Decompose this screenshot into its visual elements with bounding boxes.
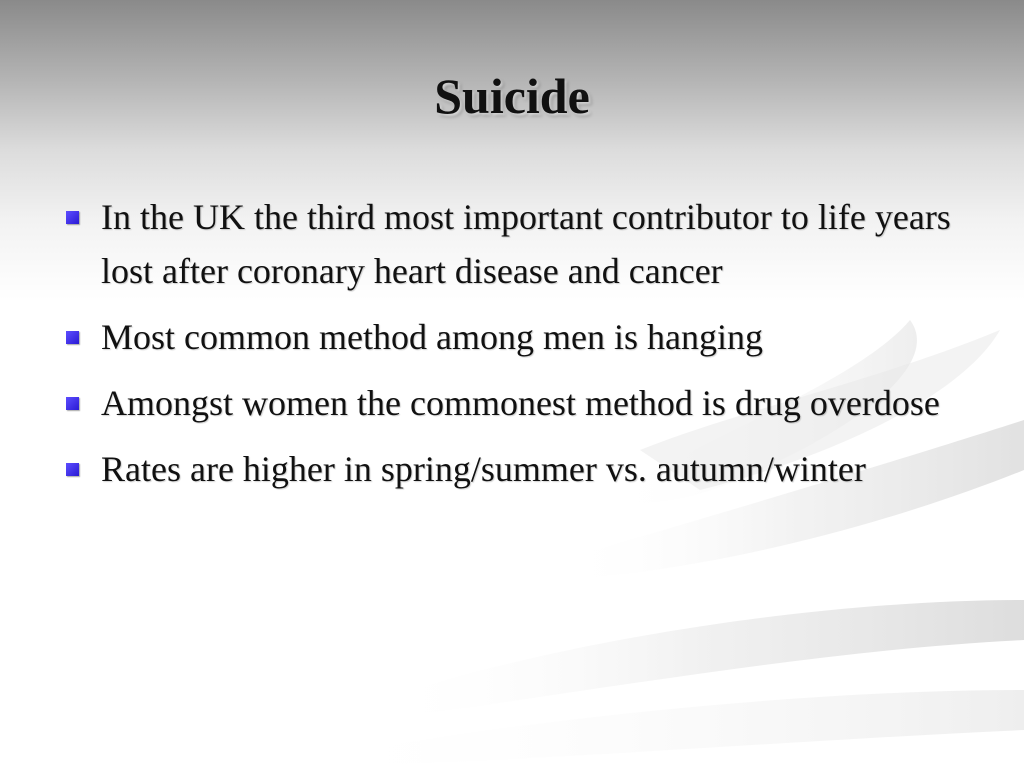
bullet-text: In the UK the third most important contributor to life years lost after coronary heart disease and cancer (101, 197, 951, 291)
square-bullet-icon (66, 331, 79, 344)
slide-title: Suicide (434, 68, 590, 124)
bullet-item (64, 376, 964, 430)
bullet-text: Amongst women the commonest method is drug overdose (101, 383, 940, 423)
bullet-item (64, 190, 964, 298)
bullet-text: Most common method among men is hanging (101, 317, 763, 357)
bullet-item (64, 310, 964, 364)
bullet-list (64, 190, 964, 508)
bullet-text: Rates are higher in spring/summer vs. autumn/winter (101, 449, 866, 489)
bullet-item (64, 442, 964, 496)
square-bullet-icon (66, 463, 79, 476)
square-bullet-icon (66, 397, 79, 410)
square-bullet-icon (66, 211, 79, 224)
